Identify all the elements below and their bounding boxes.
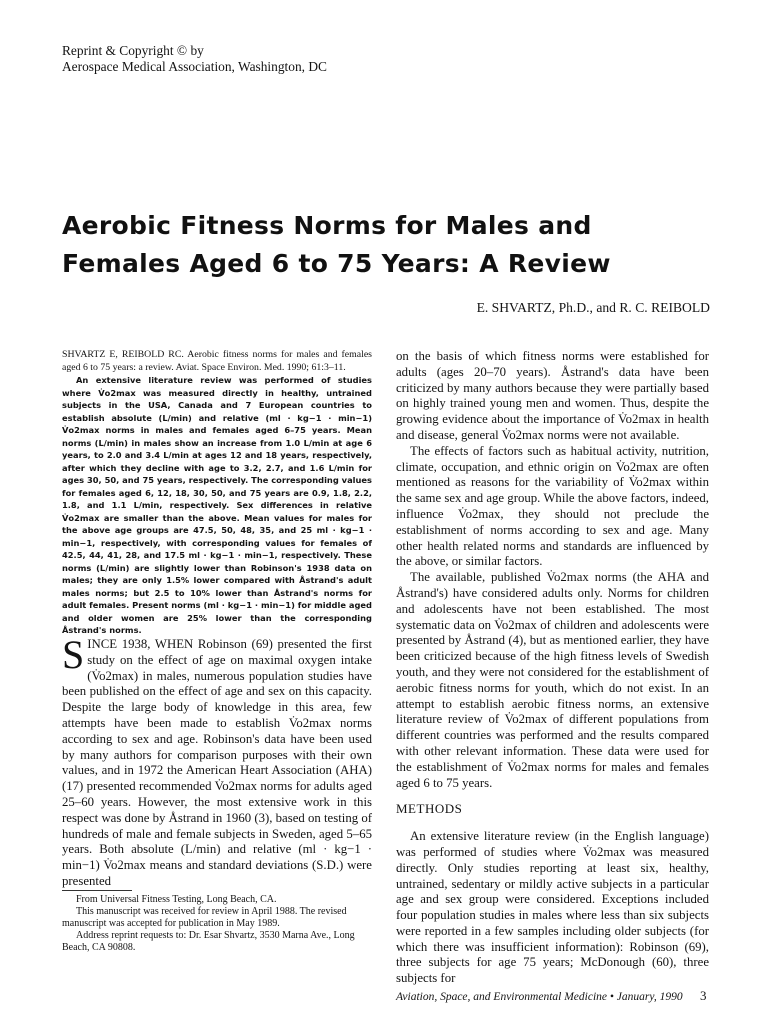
title-line-1: Aerobic Fitness Norms for Males and	[62, 211, 592, 240]
right-paragraph-1: on the basis of which fitness norms were established for adults (ages 20–70 years). Åstrand's data have been criticized by many authors because they were partially based on highly trained young men and women. Thus, despite the growing evidence about the importance of V̇o2max in health and disease, general V̇o2max norms were not available.	[396, 349, 709, 442]
footnote-address: Address reprint requests to: Dr. Esar Shvartz, 3530 Marna Ave., Long Beach, CA 90808.	[62, 930, 355, 953]
footnote-affiliation: From Universal Fitness Testing, Long Beach, CA.	[76, 894, 277, 905]
reprint-line-1: Reprint & Copyright © by	[62, 43, 204, 58]
right-column	[396, 349, 709, 987]
authors: E. SHVARTZ, Ph.D., and R. C. REIBOLD	[476, 300, 710, 315]
footnote-received: This manuscript was received for review in April 1988. The revised manuscript was accepted for publication in May 1989.	[62, 906, 347, 929]
article-title	[62, 207, 722, 283]
journal-footer: Aviation, Space, and Environmental Medicine • January, 1990	[396, 991, 683, 1003]
drop-cap: S	[62, 632, 85, 677]
page-number: 3	[700, 988, 707, 1003]
right-paragraph-3: The available, published V̇o2max norms (the AHA and Åstrand's) have considered adults only. Norms for children and adolescents have not been established. The most systematic data on V̇o2max of children and adolescents were presented by Åstrand (4), but as mentioned earlier, they have been criticized because of the high fitness levels of Swedish youth, and they were not considered for the establishment of aerobic fitness norms for youth, which do not exist. In an attempt to establish aerobic fitness norms, an extensive literature review of V̇o2max of different populations from different countries was performed and the results compared with other relevant information. These data were used for the establishment of V̇o2max norms for males and females aged 6 to 75 years.	[396, 570, 709, 790]
reprint-notice	[62, 43, 327, 74]
title-line-2: Females Aged 6 to 75 Years: A Review	[62, 249, 611, 278]
reprint-line-2: Aerospace Medical Association, Washington, DC	[62, 58, 327, 74]
abstract-text: An extensive literature review was performed of studies where V̇o2max was measured directly in healthy, untrained subjects in the USA, Canada and 7 European countries to establish absolute (L/min) and relative (ml · kg−1 · min−1) V̇o2max norms in males and females aged 6–75 years. Mean norms (L/min) in males show an increase from 1.0 L/min at age 6 years, to 2.0 and 3.4 L/min at ages 12 and 18 years, respectively, after which they decline with age to 3.2, 2.7, and 1.6 L/min for ages 30, 50, and 75 years, respectively. The corresponding values for females aged 6, 12, 18, 30, 50, and 75 years are 0.9, 1.8, 2.2, 1.8, and 1.1 L/min, respectively. Sex differences in relative V̇o2max are smaller than the above. Mean values for males for the above age groups are 47.5, 50, 48, 35, and 25 ml · kg−1 · min−1, respectively, with corresponding values for females of 42.5, 44, 41, 28, and 17.5 ml · kg−1 · min−1, respectively. These norms (L/min) are slightly lower than Robinson's 1938 data on males; they are only 1.5% lower compared with Åstrand's adult males norms; but 2.5 to 10% lower than Åstrand's norms for adult females. Present norms (ml · kg−1 · min−1) for middle aged and older women are 25% lower than the corresponding Åstrand's norms.	[62, 375, 372, 635]
methods-heading: METHODS	[396, 801, 463, 817]
right-paragraph-2: The effects of factors such as habitual activity, nutrition, climate, occupation, and ethnic origin on V̇o2max are often mentioned as reasons for the variability of V̇o2max within the same sex and age group. While the above factors, indeed, influence V̇o2max, they should not preclude the establishment of norms according to sex and age. Many other health related norms and standards are influenced by the above, or similar factors.	[396, 443, 709, 569]
footnotes	[62, 894, 374, 954]
intro-paragraph: INCE 1938, WHEN Robinson (69) presented the first study on the effect of age on maximal oxygen intake (V̇o2max) in males, numerous population studies have been published on the effect of age and sex on this capacity. Despite the large body of knowledge in this area, few attempts have been made to establish V̇o2max norms according to sex and age. Robinson's data have been used by many authors for comparison purposes with their own values, and in 1972 the American Heart Association (AHA) (17) presented recommended V̇o2max norms for adults aged 25–60 years. However, the most extensive work in this respect was done by Åstrand in 1960 (3), based on testing of hundreds of male and female subjects in Sweden, aged 5–65 years. Both absolute (L/min) and relative (ml · kg−1 · min−1) V̇o2max means and standard deviations (S.D.) were presented	[62, 637, 372, 888]
footnote-rule	[62, 890, 132, 891]
methods-paragraph: An extensive literature review (in the English language) was performed of studies where V̇o2max was measured directly. Only studies reporting at least six, healthy, untrained, sedentary or mildly active subjects in a particular age and sex group were considered. Exceptions included four population studies in males where less than six subjects were reported in a few samples including older subjects (for which there was insufficient information): Robinson (69), three subjects for age 75 years; McDonough (60), three subjects for	[396, 829, 709, 986]
abstract	[62, 349, 372, 637]
abstract-citation: SHVARTZ E, REIBOLD RC. Aerobic fitness norms for males and females aged 6 to 75 years: a review. Aviat. Space Environ. Med. 1990; 61:3–11.	[62, 349, 372, 373]
intro-column	[62, 632, 372, 890]
